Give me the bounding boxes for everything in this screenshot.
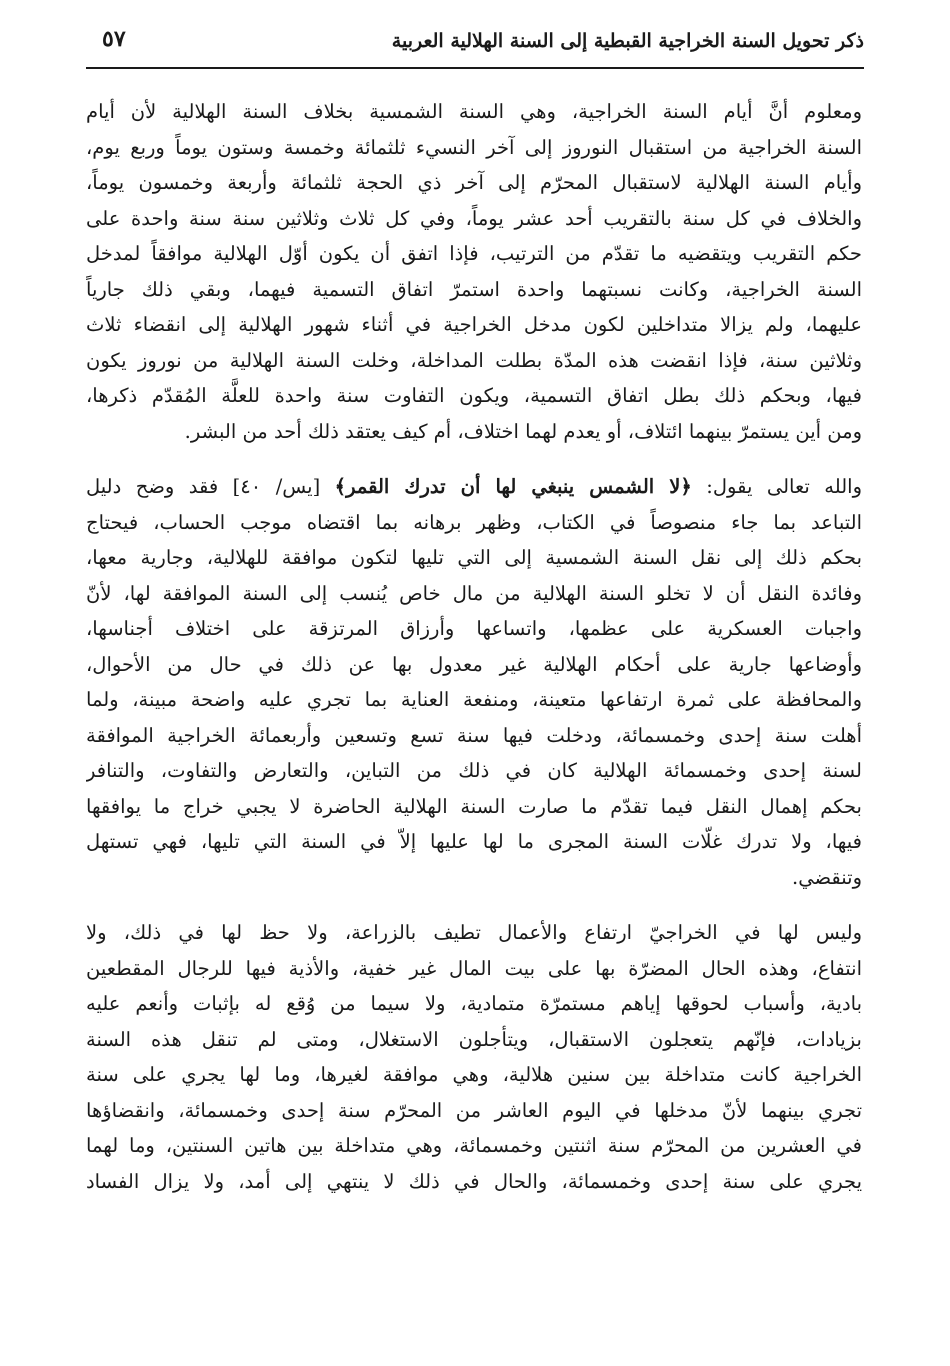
text-line: وتنقضي. [792, 865, 862, 889]
body-text [86, 94, 862, 1219]
text-line: والخلاف في كل سنة بالتقريب أحد عشر يوماً، وفي كل ثلاث وثلاثين سنة سنة واحدة على [86, 206, 862, 230]
text-line: أهلت سنة إحدى وخمسمائة، ودخلت فيها سنة تسع وتسعين وأربعمائة الخراجية الموافقة [86, 723, 862, 747]
text-line: انتفاع، وهذه الحال المضرّة بها على بيت المال غير خفية، والأذية فيها للرجال المقطعين [86, 956, 862, 980]
text-line: وثلاثين سنة، فإذا انقضت هذه المدّة بطلت المداخلة، وخلت السنة الهلالية من نوروز يكون [86, 348, 862, 372]
text-line: في العشرين من المحرّم سنة اثنتين وخمسمائة، وهي متداخلة بين هاتين السنتين، وما لهما [86, 1134, 862, 1157]
text-line: وأيام السنة الهلالية لاستقبال المحرّم إلى آخر ذي الحجة ثلثمائة وأربعة وخمسون يوماً، [86, 171, 862, 194]
text-line: التباعد بما جاء منصوصاً في الكتاب، وظهر برهانه بما اقتضاه موجب الحساب، فيحتاج [86, 510, 862, 534]
text-line: فيها، وبحكم ذلك بطل اتفاق التسمية، ويكون التفاوت سنة واحدة للعلَّة المُقدّم ذكرها، [86, 384, 862, 407]
text-line: وأوضاعها جارية على أحكام الهلالية غير معدول بها عن ذلك في حال من الأحوال، [86, 652, 862, 676]
text-line: يجري على سنة إحدى وخمسمائة، والحال في ذلك لا ينتهي إلى أمد، ولا يزال الفساد [86, 1169, 862, 1193]
quran-verse: ﴿لا الشمس ينبغي لها أن تدرك القمر﴾ [334, 475, 692, 498]
paragraph-1 [86, 94, 862, 449]
text-line: فيها، ولا تدرك غلّات السنة المجرى ما لها عليها إلاّ في السنة التي تليها، فهي تستهل [86, 830, 862, 853]
text-line: ومعلوم أنَّ أيام السنة الخراجية، وهي السنة الشمسية بخلاف السنة الهلالية لأن أيام [86, 100, 862, 123]
line-lead: والله تعالى يقول: [691, 475, 862, 498]
text-line: عليهما، ولم يزالا متداخلين لكون مدخل الخراجية في أثناء شهور الهلالية إلى انقضاء ثلاث [86, 313, 862, 336]
text-line: السنة الخراجية، وكانت نسبتهما واحدة استمرّ اتفاق التسمية فيهما، وبقي ذلك جارياً [86, 277, 862, 301]
text-line: لسنة إحدى وخمسمائة الهلالية كان في ذلك من التباين، والتعارض والتفاوت، والتنافر [86, 759, 862, 782]
text-line: السنة الخراجية من استقبال النوروز إلى آخر النسيء ثلثمائة وخمسة وستون يوماً وربع يوم، [86, 135, 862, 159]
text-line-with-verse [86, 469, 862, 505]
text-line: بادية، وأسباب لحوقها إياهم مستمرّة متمادية، ولا سيما من وُقع له بإثبات وأنعم عليه [86, 992, 862, 1015]
page-header [88, 24, 864, 68]
text-line: بحكم ذلك إلى نقل السنة الشمسية إلى التي تليها لتكون موافقة للهلالية، وجارية معها، [86, 546, 862, 569]
text-line: تجري بينهما لأنّ مدخلها في اليوم العاشر من المحرّم سنة إحدى وخمسمائة، وانقضاؤها [86, 1098, 862, 1122]
text-line: بحكم إهمال النقل فيما تقدّم ما صارت السنة الهلالية الحاضرة لا يجبي خراج ما يوافقها [86, 794, 862, 818]
page-number: ٥٧ [102, 26, 126, 52]
text-line: وفائدة النقل أن لا تخلو السنة الهلالية من مال خاص يُنسب إلى السنة الموافقة لها، لأنّ [86, 581, 862, 605]
text-line: ومن أين يستمرّ بينهما ائتلاف، أو يعدم لهما اختلاف، أم كيف يعتقد ذلك أحد من البشر. [184, 419, 862, 443]
text-line: وليس لها في الخراجيّ ارتفاع والأعمال تطيف بالزراعة، ولا حظ لها في ذلك، ولا [86, 921, 862, 944]
paragraph-3 [86, 915, 862, 1199]
text-line: حكم التقريب ويتقضيه ما تقدّم من الترتيب، فإذا اتفق أن يكون أوّل الهلالية موافقاً لمدخل [86, 242, 862, 265]
paragraph-2 [86, 469, 862, 895]
text-line: والمحافظة على ثمرة ارتفاعها متعينة، ومنفعة العناية بما تجري عليه واضحة مبينة، ولما [86, 688, 862, 711]
verse-citation: [يس/ ٤٠] فقد وضح دليل [86, 475, 335, 498]
header-divider [86, 67, 864, 69]
running-title: ذكر تحويل السنة الخراجية القبطية إلى السنة الهلالية العربية [391, 30, 864, 52]
text-line: بزيادات، فإنّهم يتعجلون الاستقبال، ويتأجلون الاستغلال، ومتى لم تنقل هذه السنة [86, 1027, 862, 1051]
text-line: واجبات العسكرية على عظمها، واتساعها وأرزاق المرتزقة على اختلاف أجناسها، [86, 617, 862, 640]
text-line: الخراجية كانت متداخلة بين سنين هلالية، وهي موافقة لغيرها، وما لها يجري على سنة [86, 1063, 862, 1086]
